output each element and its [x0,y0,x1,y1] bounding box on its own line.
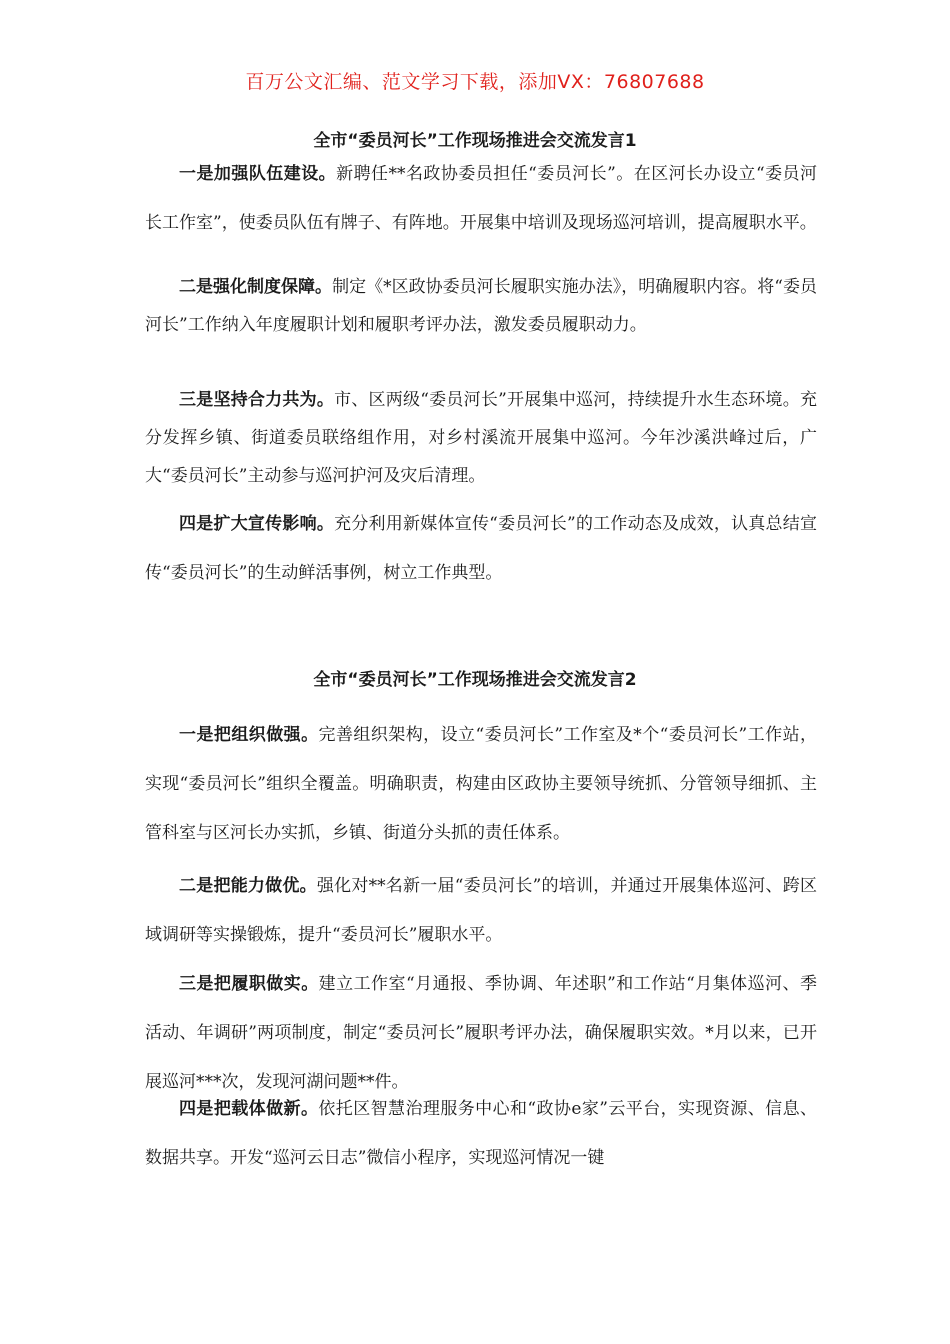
paragraph-lead: 一是把组织做强。 [179,725,319,745]
section1-title: 全市“委员河长”工作现场推进会交流发言1 [313,131,637,151]
section2-title: 全市“委员河长”工作现场推进会交流发言2 [313,670,637,690]
section1-paragraph-1 [145,150,817,248]
paragraph-lead: 四是扩大宣传影响。 [179,514,335,534]
section2-paragraph-4 [145,1085,817,1183]
paragraph-lead: 三是把履职做实。 [179,974,319,994]
paragraph-text: 强化对**名新一届“委员河长”的培训，并通过开展集体巡河、跨区域调研等实操锻炼，提升“委员河长”履职水平。 [145,876,818,945]
paragraph-lead: 三是坚持合力共为。 [179,390,335,410]
section1-paragraph-2 [145,268,817,344]
paragraph-lead: 一是加强队伍建设。 [179,164,337,184]
paragraph-text: 充分利用新媒体宣传“委员河长”的工作动态及成效，认真总结宣传“委员河长”的生动鲜活事例，树立工作典型。 [145,514,817,583]
section2-paragraph-2 [145,862,817,960]
section2-paragraph-1 [145,711,817,858]
paragraph-text: 依托区智慧治理服务中心和“政协e家”云平台，实现资源、信息、数据共享。开发“巡河云日志”微信小程序，实现巡河情况一键 [145,1099,818,1168]
paragraph-lead: 二是强化制度保障。 [179,277,333,297]
paragraph-text: 新聘任**名政协委员担任“委员河长”。在区河长办设立“委员河长工作室”，使委员队伍有牌子、有阵地。开展集中培训及现场巡河培训，提高履职水平。 [145,164,818,233]
paragraph-text: 市、区两级“委员河长”开展集中巡河，持续提升水生态环境。充分发挥乡镇、街道委员联络组作用，对乡村溪流开展集中巡河。今年沙溪洪峰过后，广大“委员河长”主动参与巡河护河及灾后清理。 [145,390,817,486]
paragraph-text: 完善组织架构，设立“委员河长”工作室及*个“委员河长”工作站，实现“委员河长”组织全覆盖。明确职责，构建由区政协主要领导统抓、分管领导细抓、主管科室与区河长办实抓，乡镇、街道分头抓的责任体系。 [145,725,818,843]
paragraph-lead: 四是把载体做新。 [179,1099,319,1119]
section1-paragraph-3 [145,381,817,495]
watermark-banner: 百万公文汇编、范文学习下载，添加VX：76807688 [245,71,705,93]
paragraph-text: 建立工作室“月通报、季协调、年述职”和工作站“月集体巡河、季活动、年调研”两项制度，制定“委员河长”履职考评办法，确保履职实效。*月以来，已开展巡河***次，发现河湖问题**件。 [145,974,818,1092]
paragraph-text: 制定《*区政协委员河长履职实施办法》，明确履职内容。将“委员河长”工作纳入年度履职计划和履职考评办法，激发委员履职动力。 [145,277,817,335]
section1-paragraph-4 [145,500,817,598]
paragraph-lead: 二是把能力做优。 [179,876,317,896]
